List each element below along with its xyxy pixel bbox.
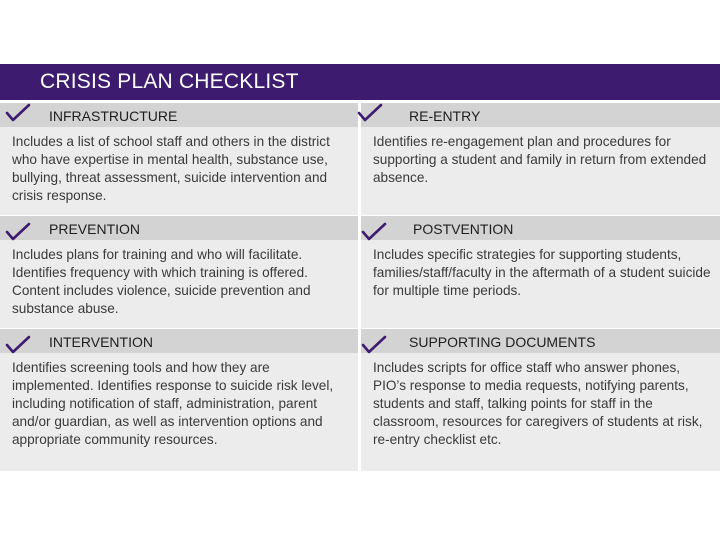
- section-body-prevention: [0, 240, 358, 328]
- section-heading: PREVENTION: [49, 221, 141, 237]
- section-header-supporting-documents: [361, 329, 720, 353]
- checkmark-icon: [356, 101, 386, 125]
- section-header-re-entry: [361, 103, 720, 127]
- checkmark-icon: [4, 333, 34, 357]
- section-header-postvention: [361, 216, 720, 240]
- section-description: Includes specific strategies for supporting students, families/staff/faculty in the aftermath of a student suicide for multiple time periods.: [373, 247, 711, 298]
- checkmark-icon: [4, 101, 34, 125]
- section-body-postvention: [361, 240, 720, 328]
- checkmark-icon: [4, 220, 34, 244]
- section-header-intervention: [0, 329, 358, 353]
- section-body-intervention: [0, 353, 358, 471]
- section-header-infrastructure: [0, 103, 358, 127]
- section-description: Includes scripts for office staff who answer phones, PIO’s response to media requests, notifying parents, students and staff, talking points for staff in the classroom, resources for caregivers of students at risk, re-entry checklist etc.: [373, 360, 703, 447]
- section-description: Includes plans for training and who will facilitate. Identifies frequency with which training is offered. Content includes violence, suicide prevention and substance abuse.: [12, 247, 311, 316]
- checkmark-icon: [360, 333, 390, 357]
- checklist-grid: [0, 101, 720, 471]
- section-description: Identifies re-engagement plan and procedures for supporting a student and family in return from extended absence.: [373, 134, 707, 185]
- section-heading: RE-ENTRY: [409, 108, 481, 124]
- section-heading: INTERVENTION: [49, 334, 153, 350]
- section-heading: SUPPORTING DOCUMENTS: [409, 334, 596, 350]
- section-body-supporting-documents: [361, 353, 720, 471]
- section-body-infrastructure: [0, 127, 358, 215]
- checkmark-icon: [360, 220, 390, 244]
- section-heading: POSTVENTION: [413, 221, 514, 237]
- title-bar: [0, 64, 720, 100]
- page-title: CRISIS PLAN CHECKLIST: [40, 70, 299, 93]
- section-body-re-entry: [361, 127, 720, 215]
- section-heading: INFRASTRUCTURE: [49, 108, 178, 124]
- section-description: Includes a list of school staff and others in the district who have expertise in mental health, substance use, bullying, threat assessment, suicide intervention and crisis response.: [12, 134, 330, 203]
- section-header-prevention: [0, 216, 358, 240]
- section-description: Identifies screening tools and how they are implemented. Identifies response to suicide risk level, including notification of staff, administration, parent and/or guardian, as well as intervention options and appropriate community resources.: [12, 360, 334, 447]
